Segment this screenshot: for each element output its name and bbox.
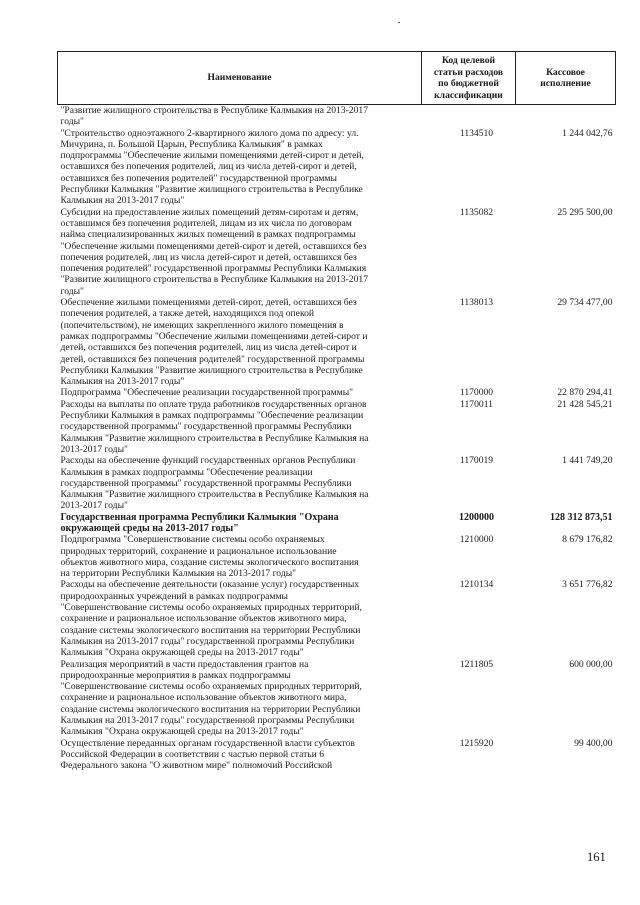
table-row <box>58 738 616 772</box>
row-code-cell: 1211805 <box>459 658 494 670</box>
table-row <box>58 128 616 207</box>
row-name-line: оставшихся без попечения родителей, лиц из числа детей-сирот и детей, <box>60 161 357 173</box>
row-name-line: Российской Федерации в соответствии с частью первой статьи 6 <box>60 748 325 760</box>
row-name-line: Расходы на обеспечение деятельности (оказание услуг) государственных <box>60 579 360 591</box>
row-name-line: объектов животного мира, создание системы экологического воспитания <box>60 556 359 568</box>
row-name-line: 2013-2017 годы" <box>60 443 128 455</box>
scan-mark <box>398 22 400 23</box>
table-row <box>58 659 616 738</box>
row-name-line: (попечительством), не имеющих закрепленного жилого помещения в <box>60 319 344 331</box>
row-amount-cell: 8 679 176,82 <box>562 534 613 546</box>
row-amount-cell: 22 870 294,41 <box>557 387 613 399</box>
row-name-line: Мичурина, п. Большой Царын, Республика Калмыкия" в рамках <box>60 138 323 150</box>
row-name-line: Государственная программа Республики Калмыкия "Охрана <box>60 511 339 523</box>
row-name-line: Расходы на обеспечение функций государственных органов Республики <box>60 455 356 467</box>
row-name-line: Калмыкия "Развитие жилищного строительства в Республике Калмыкия на <box>60 489 369 501</box>
row-code-cell: 1215920 <box>459 737 494 749</box>
row-name-line: "Развитие жилищного строительства в Республике Калмыкия на 2013-2017 <box>60 274 368 286</box>
row-name-cell <box>58 579 422 658</box>
row-name-cell <box>58 128 422 207</box>
row-name-line: рамках подпрограммы "Обеспечение жилыми помещениями детей-сирот и <box>60 330 368 342</box>
row-code-cell: 1210000 <box>459 534 494 546</box>
row-name-line: государственной программы" государственной программы Республики <box>60 477 352 489</box>
row-name-cell <box>58 738 422 772</box>
row-name-line: Калмыкия в рамках подпрограммы "Обеспечение реализации <box>60 466 313 478</box>
row-name-line: Расходы на выплаты по оплате труда работников государственных органов <box>60 398 367 410</box>
row-name-line: Субсидии на предоставление жилых помещений детям-сиротам и детям, <box>60 206 359 218</box>
table-row <box>58 105 616 128</box>
row-name-line: Реализация мероприятий в части предоставления грантов на <box>60 658 309 670</box>
row-amount-cell: 25 295 500,00 <box>557 206 613 218</box>
table-row <box>58 512 616 535</box>
row-name-line: Калмыкия "Охрана окружающей среды на 2013-2017 годы" <box>60 647 304 659</box>
row-amount-cell: 1 244 042,76 <box>562 127 613 139</box>
row-name-line: Обеспечение жилыми помещениями детей-сирот, детей, оставшихся без <box>60 297 357 309</box>
row-name-line: Калмыкия "Развитие жилищного строительства в Республике Калмыкия на <box>60 432 369 444</box>
row-code-cell: 1170019 <box>459 455 494 467</box>
row-name-line: годы" <box>60 116 84 128</box>
row-name-line: природоохранных учреждений в рамках подпрограммы <box>60 590 288 602</box>
row-name-line: оставшихся без попечения родителей" государственной программы <box>60 172 337 184</box>
row-name-line: "Строительство одноэтажного 2-квартирного жилого дома по адресу: ул. <box>60 127 359 139</box>
header-amount-line: исполнение <box>540 78 591 89</box>
row-name-line: сохранение и рациональное использование объектов животного мира, <box>60 692 347 704</box>
row-code-cell: 1170000 <box>459 387 494 399</box>
row-code-cell: 1170011 <box>460 398 493 410</box>
row-name-line: Калмыкия на 2013-2017 годы" государственной программы Республики <box>60 715 355 727</box>
row-name-line: создание системы экологического воспитания на территории Республики <box>60 703 361 715</box>
row-code-cell: 1134510 <box>459 127 494 139</box>
header-amount <box>516 52 616 105</box>
header-code-line: по бюджетной <box>438 78 499 89</box>
row-amount-cell <box>516 105 616 128</box>
row-name-cell <box>58 105 422 128</box>
table-row <box>58 207 616 297</box>
row-name-line: 2013-2017 годы" <box>60 500 128 512</box>
row-name-line: детей, оставшихся без попечения родителей" государственной программы <box>60 353 365 365</box>
row-name-line: государственной программы" государственной программы Республики <box>60 421 352 433</box>
row-amount-cell: 1 441 749,20 <box>562 455 613 467</box>
row-name-line: создание системы экологического воспитания на территории Республики <box>60 624 361 636</box>
row-name-line: Подпрограмма "Совершенствование системы особо охраняемых <box>60 534 325 546</box>
row-amount-cell: 29 734 477,00 <box>557 297 613 309</box>
row-name-line: природных территорий, сохранение и рациональное использование <box>60 545 337 557</box>
row-name-line: Федерального закона "О животном мире" полномочий Российской <box>60 760 333 772</box>
row-name-cell <box>58 387 422 398</box>
row-code-cell: 1200000 <box>459 511 494 523</box>
table-header-row <box>58 52 616 105</box>
row-name-line: Осуществление переданных органам государственной власти субъектов <box>60 737 355 749</box>
row-amount-cell: 99 400,00 <box>574 737 613 749</box>
page-number: 161 <box>587 850 606 864</box>
table-row <box>58 297 616 387</box>
table-row <box>58 387 616 398</box>
row-name-line: "Совершенствование системы особо охраняемых природных территорий, <box>60 681 362 693</box>
row-name-cell <box>58 659 422 738</box>
row-amount-cell: 128 312 873,51 <box>550 511 613 523</box>
row-name-line: на территории Республики Калмыкия на 2013-2017 годы" <box>60 568 297 580</box>
row-name-line: Калмыкия "Охрана окружающей среды на 2013-2017 годы" <box>60 726 304 738</box>
row-name-line: окружающей среды на 2013-2017 годы" <box>60 522 239 534</box>
row-name-cell <box>58 512 422 535</box>
row-name-line: попечения родителей" государственной программы Республики Калмыкия <box>60 263 367 275</box>
row-amount-cell: 3 651 776,82 <box>562 579 613 591</box>
header-amount-line: Кассовое <box>546 66 585 78</box>
row-name-cell <box>58 399 422 455</box>
row-name-line: "Совершенствование системы особо охраняемых природных территорий, <box>60 602 362 614</box>
row-name-line: найма специализированных жилых помещений в рамках подпрограммы <box>60 229 356 241</box>
row-name-line: подпрограммы "Обеспечение жилыми помещениями детей-сирот и детей, <box>60 150 364 162</box>
table-body <box>58 105 616 772</box>
row-name-line: природоохранные мероприятия в рамках подпрограммы <box>60 669 291 681</box>
row-code-cell: 1210134 <box>459 579 494 591</box>
table-row <box>58 399 616 455</box>
row-name-line: попечения родителей, а также детей, находящихся под опекой <box>60 308 315 320</box>
row-name-cell <box>58 534 422 579</box>
row-name-line: "Развитие жилищного строительства в Республике Калмыкия на 2013-2017 <box>60 105 368 116</box>
header-code <box>422 52 516 105</box>
row-name-cell <box>58 455 422 511</box>
row-name-line: Калмыкия на 2013-2017 годы" <box>60 195 185 207</box>
row-name-line: попечения родителей, лиц из числа детей-сирот и детей, оставшихся без <box>60 251 357 263</box>
row-name-line: Республики Калмыкия "Развитие жилищного строительства в Республике <box>60 184 363 196</box>
budget-table <box>57 51 616 772</box>
row-code-cell <box>422 105 516 128</box>
table-row <box>58 579 616 658</box>
header-name: Наименование <box>58 52 422 105</box>
row-name-line: Подпрограмма "Обеспечение реализации государственной программы" <box>60 387 354 399</box>
row-code-cell: 1138013 <box>459 297 494 309</box>
row-name-line: оставшимся без попечения родителей, лицам из их числа по договорам <box>60 217 352 229</box>
row-name-line: Калмыкия на 2013-2017 годы" государственной программы Республики <box>60 635 355 647</box>
header-code-line: классификации <box>434 89 503 101</box>
row-name-line: Калмыкия на 2013-2017 годы" <box>60 376 185 388</box>
row-amount-cell: 600 000,00 <box>569 658 613 670</box>
header-code-line: статьи расходов <box>433 66 504 78</box>
row-name-line: Республики Калмыкия "Развитие жилищного строительства в Республике <box>60 364 363 376</box>
table-row <box>58 534 616 579</box>
header-code-line: Код целевой <box>441 55 496 66</box>
row-name-line: "Обеспечение жилыми помещениями детей-сирот и детей, оставшихся без <box>60 240 367 252</box>
row-name-cell <box>58 207 422 297</box>
row-name-line: годы" <box>60 285 84 297</box>
row-amount-cell: 21 428 545,21 <box>557 398 613 410</box>
row-name-line: сохранение и рациональное использование объектов животного мира, <box>60 613 347 625</box>
table-row <box>58 455 616 511</box>
row-name-cell <box>58 297 422 387</box>
row-name-line: Республики Калмыкия в рамках подпрограммы "Обеспечение реализации <box>60 410 364 422</box>
row-name-line: детей, оставшихся без попечения родителей, лиц из числа детей-сирот и <box>60 342 357 354</box>
row-code-cell: 1135082 <box>459 206 494 218</box>
